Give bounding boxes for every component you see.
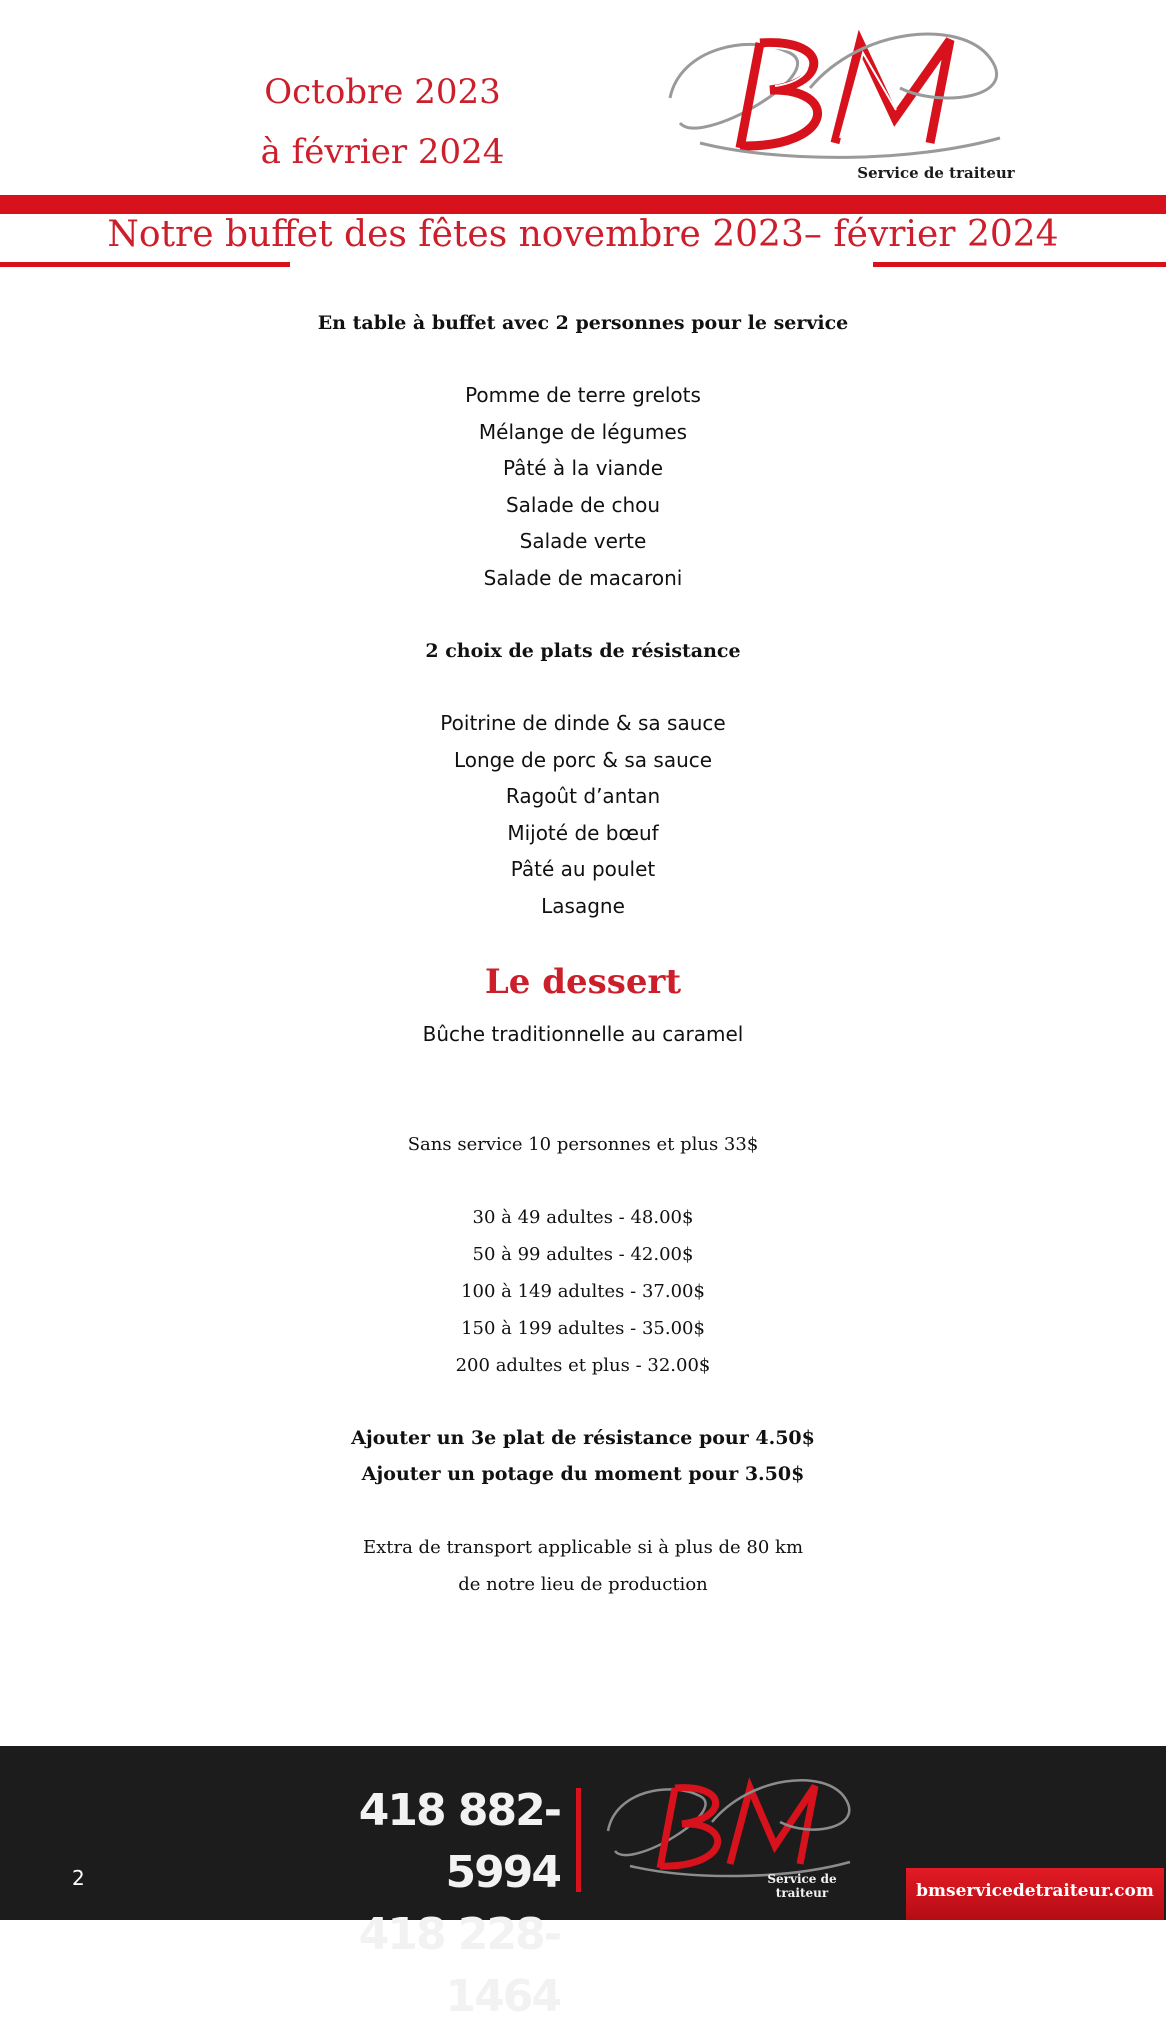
- list-item: Salade de macaroni: [483, 565, 683, 590]
- transport-note: [0, 1529, 1166, 1603]
- sides-list: [0, 377, 1166, 596]
- date-range: [200, 62, 565, 182]
- list-item: Mélange de légumes: [478, 419, 688, 444]
- list-item: Salade verte: [519, 529, 647, 553]
- footer-logo-monogram: [600, 1776, 860, 1886]
- price-tier: 150 à 199 adultes - 35.00$: [461, 1318, 705, 1339]
- list-item: Mijoté de bœuf: [507, 820, 659, 845]
- extra-option: Ajouter un potage du moment pour 3.50$: [361, 1463, 805, 1485]
- list-item: Ragoût d’antan: [505, 784, 661, 808]
- bm-logo: [660, 28, 1020, 188]
- list-item: Salade de chou: [505, 492, 661, 517]
- dessert-heading: Le dessert: [484, 962, 682, 1002]
- no-service-price: Sans service 10 personnes et plus 33$: [407, 1134, 759, 1155]
- footer-divider: [576, 1788, 581, 1892]
- banner-underline-left: [0, 262, 290, 267]
- mains-heading: 2 choix de plats de résistance: [425, 640, 741, 662]
- mains-list: [0, 705, 1166, 924]
- banner-underline-right: [873, 262, 1166, 267]
- price-tiers: [0, 1199, 1166, 1384]
- list-item: Poitrine de dinde & sa sauce: [440, 711, 726, 735]
- date-range-line-2: à février 2024: [260, 132, 505, 172]
- list-item: Lasagne: [541, 893, 625, 918]
- bm-logo-monogram: [660, 28, 1020, 168]
- phone-numbers: [300, 1780, 560, 2028]
- price-tier: 30 à 49 adultes - 48.00$: [472, 1207, 694, 1228]
- list-item: Pâté au poulet: [510, 857, 656, 881]
- price-tier: 100 à 149 adultes - 37.00$: [461, 1281, 705, 1302]
- price-tier: 50 à 99 adultes - 42.00$: [472, 1244, 694, 1265]
- footer-bm-logo: [600, 1776, 860, 1900]
- price-tier: 200 adultes et plus - 32.00$: [455, 1355, 711, 1376]
- list-item: Pomme de terre grelots: [465, 383, 701, 407]
- transport-line-1: Extra de transport applicable si à plus de 80 km: [362, 1537, 804, 1558]
- logo-caption: Service de traiteur: [857, 164, 1015, 182]
- phone-number-2[interactable]: 418 228-1464: [358, 1909, 560, 2022]
- list-item: Pâté à la viande: [502, 456, 664, 480]
- extras: [0, 1420, 1166, 1492]
- banner-title: Notre buffet des fêtes novembre 2023– février 2024: [107, 214, 1059, 255]
- phone-number-1[interactable]: 418 882-5994: [358, 1785, 560, 1898]
- website-link[interactable]: bmservicedetraiteur.com: [906, 1868, 1164, 1920]
- date-range-line-1: Octobre 2023: [264, 72, 501, 112]
- transport-line-2: de notre lieu de production: [458, 1574, 708, 1595]
- footer-logo-caption: Service de traiteur: [767, 1872, 837, 1900]
- dessert-item: Bûche traditionnelle au caramel: [422, 1022, 744, 1046]
- page-header: [0, 0, 1166, 255]
- page-footer: [0, 1746, 1166, 2022]
- extra-option: Ajouter un 3e plat de résistance pour 4.50$: [351, 1427, 815, 1449]
- page-number: 2: [72, 1866, 85, 1890]
- service-intro: En table à buffet avec 2 personnes pour le service: [317, 312, 849, 334]
- list-item: Longe de porc & sa sauce: [453, 747, 713, 772]
